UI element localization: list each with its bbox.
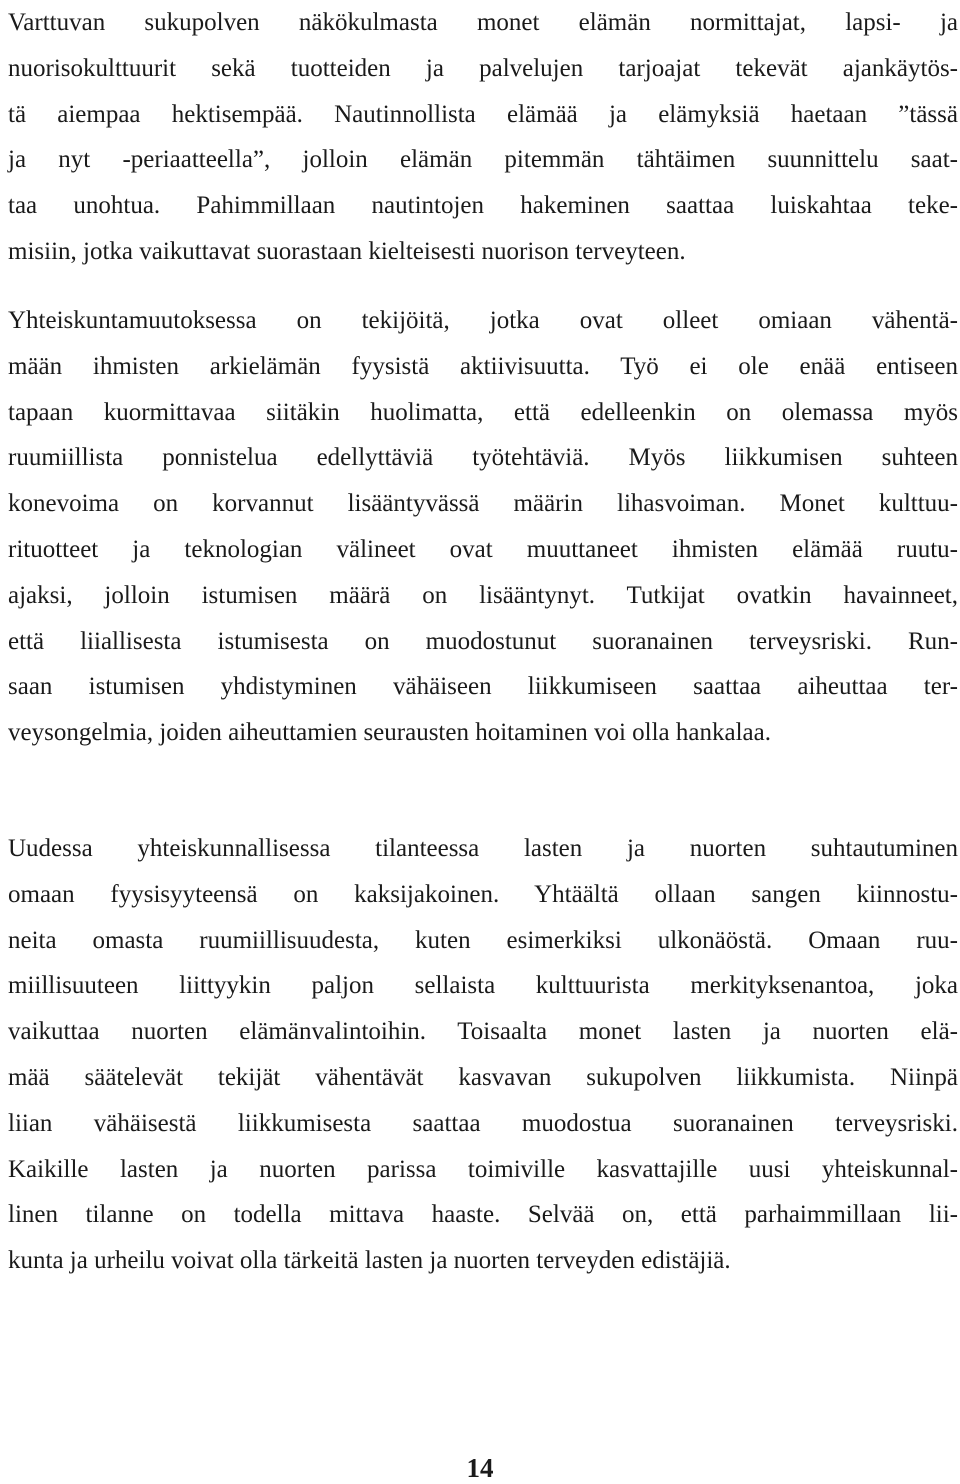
text-line: liian vähäisestä liikkumisesta saattaa muodostua suoranainen terveysriski. [8, 1109, 958, 1137]
text-line: mää säätelevät tekijät vähentävät kasvavan sukupolven liikkumista. Niinpä [8, 1063, 958, 1091]
text-line: linen tilanne on todella mittava haaste. Selvää on, että parhaimmillaan lii- [8, 1201, 958, 1229]
paragraph-1 [8, 0, 958, 275]
text-line: veysongelmia, joiden aiheuttamien seurausten hoitaminen voi olla hankalaa. [8, 719, 771, 747]
text-line: omaan fyysisyyteensä on kaksijakoinen. Yhtäältä ollaan sangen kiinnostu- [8, 880, 958, 908]
text-line: että liiallisesta istumisesta on muodostunut suoranainen terveysriski. Run- [8, 627, 958, 655]
text-line: tapaan kuormittavaa siitäkin huolimatta, että edelleenkin on olemassa myös [8, 398, 958, 426]
text-line: Varttuvan sukupolven näkökulmasta monet elämän normittajat, lapsi- ja [8, 9, 958, 36]
paragraph-3 [8, 826, 958, 1284]
text-line: Uudessa yhteiskunnallisessa tilanteessa lasten ja nuorten suhtautuminen [8, 835, 958, 862]
text-line: ajaksi, jolloin istumisen määrä on lisääntynyt. Tutkijat ovatkin havainneet, [8, 581, 958, 609]
text-line: kunta ja urheilu voivat olla tärkeitä lasten ja nuorten terveyden edistäjiä. [8, 1247, 731, 1275]
text-line: miillisuuteen liittyykin paljon sellaista kulttuurista merkityksenantoa, joka [8, 972, 958, 1000]
page-number: 14 [466, 1453, 494, 1483]
text-line: vaikuttaa nuorten elämänvalintoihin. Toisaalta monet lasten ja nuorten elä- [8, 1018, 958, 1046]
text-line: nuorisokulttuurit sekä tuotteiden ja palvelujen tarjoajat tekevät ajankäytös- [8, 54, 958, 82]
text-line: taa unohtua. Pahimmillaan nautintojen hakeminen saattaa luiskahtaa teke- [8, 192, 958, 220]
text-line: ruumiillista ponnistelua edellyttäviä työtehtäviä. Myös liikkumisen suhteen [8, 444, 958, 472]
text-line: misiin, jotka vaikuttavat suorastaan kielteisesti nuorison terveyteen. [8, 237, 686, 265]
paragraph-2 [8, 298, 958, 756]
text-line: neita omasta ruumiillisuudesta, kuten esimerkiksi ulkonäöstä. Omaan ruu- [8, 926, 958, 954]
text-line: tä aiempaa hektisempää. Nautinnollista elämää ja elämyksiä haetaan ”tässä [8, 100, 958, 128]
text-line: mään ihmisten arkielämän fyysistä aktiivisuutta. Työ ei ole enää entiseen [8, 352, 958, 380]
text-line: Yhteiskuntamuutoksessa on tekijöitä, jotka ovat olleet omiaan vähentä- [8, 307, 958, 334]
text-line: rituotteet ja teknologian välineet ovat muuttaneet ihmisten elämää ruutu- [8, 535, 958, 563]
text-line: ja nyt -periaatteella”, jolloin elämän pitemmän tähtäimen suunnittelu saat- [8, 146, 958, 174]
text-line: konevoima on korvannut lisääntyvässä määrin lihasvoiman. Monet kulttuu- [8, 490, 958, 518]
text-line: saan istumisen yhdistyminen vähäiseen liikkumiseen saattaa aiheuttaa ter- [8, 673, 958, 701]
text-line: Kaikille lasten ja nuorten parissa toimiville kasvattajille uusi yhteiskunnal- [8, 1155, 958, 1183]
